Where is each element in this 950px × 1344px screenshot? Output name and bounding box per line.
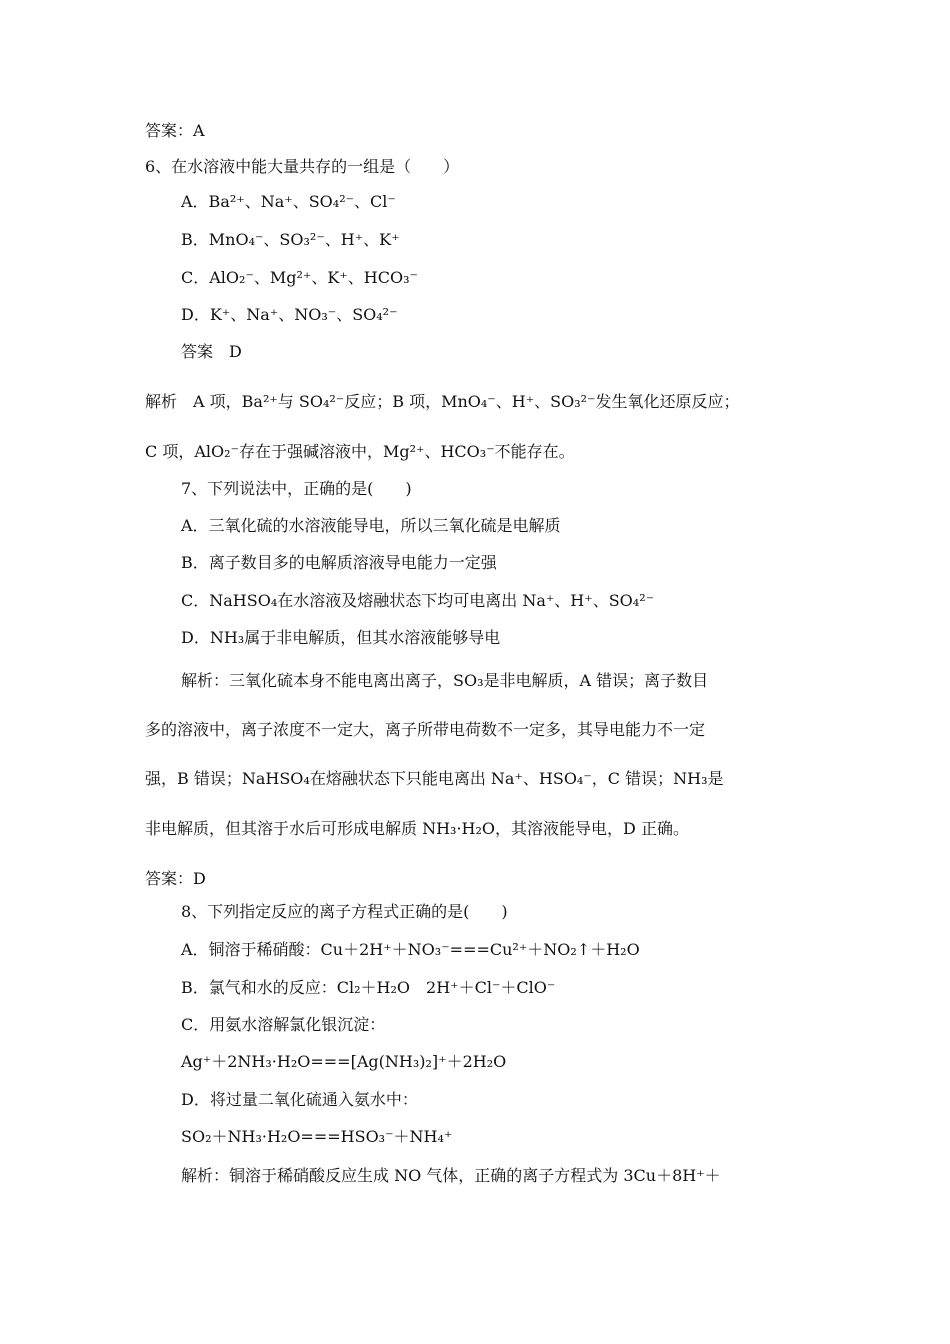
analysis-7-line-4: 非电解质，但其溶于水后可形成电解质 NH₃·H₂O，其溶液能导电，D 正确。 (145, 819, 689, 838)
question-7-option-b: B．离子数目多的电解质溶液导电能力一定强 (181, 553, 497, 572)
analysis-6-line-2: C 项，AlO₂⁻存在于强碱溶液中，Mg²⁺、HCO₃⁻不能存在。 (145, 442, 575, 461)
question-7-stem: 7、下列说法中，正确的是( ) (181, 479, 412, 498)
question-8-option-d: D．将过量二氧化硫通入氨水中： (181, 1090, 418, 1109)
question-7-option-a: A．三氧化硫的水溶液能导电，所以三氧化硫是电解质 (181, 516, 561, 535)
question-8-option-b: B．氯气和水的反应：Cl₂＋H₂O 2H⁺＋Cl⁻＋ClO⁻ (181, 978, 556, 997)
question-8-option-c-equation: Ag⁺＋2NH₃·H₂O===[Ag(NH₃)₂]⁺＋2H₂O (181, 1052, 507, 1071)
question-8-stem: 8、下列指定反应的离子方程式正确的是( ) (181, 902, 508, 921)
question-8-option-d-equation: SO₂＋NH₃·H₂O===HSO₃⁻＋NH₄⁺ (181, 1127, 453, 1146)
analysis-6-line-1: 解析 A 项，Ba²⁺与 SO₄²⁻反应；B 项，MnO₄⁻、H⁺、SO₃²⁻发生氧化还原反应； (145, 392, 740, 411)
question-6-option-a: A．Ba²⁺、Na⁺、SO₄²⁻、Cl⁻ (181, 192, 396, 211)
question-6-option-c: C．AlO₂⁻、Mg²⁺、K⁺、HCO₃⁻ (181, 268, 418, 287)
analysis-8-line-1: 解析：铜溶于稀硝酸反应生成 NO 气体，正确的离子方程式为 3Cu＋8H⁺＋ (181, 1166, 721, 1185)
question-7-option-d: D．NH₃属于非电解质，但其水溶液能够导电 (181, 628, 501, 647)
question-8-option-a: A．铜溶于稀硝酸：Cu＋2H⁺＋NO₃⁻===Cu²⁺＋NO₂↑＋H₂O (181, 940, 640, 959)
question-7-option-c: C．NaHSO₄在水溶液及熔融状态下均可电离出 Na⁺、H⁺、SO₄²⁻ (181, 591, 655, 610)
analysis-7-line-2: 多的溶液中，离子浓度不一定大，离子所带电荷数不一定多，其导电能力不一定 (145, 720, 706, 739)
question-6-stem: 6、在水溶液中能大量共存的一组是（ ） (145, 157, 460, 176)
question-8-option-c: C．用氨水溶解氯化银沉淀： (181, 1015, 386, 1034)
question-6-option-d: D．K⁺、Na⁺、NO₃⁻、SO₄²⁻ (181, 305, 398, 324)
answer-5: 答案：A (145, 121, 205, 140)
analysis-7-line-1: 解析：三氧化硫本身不能电离出离子，SO₃是非电解质，A 错误；离子数目 (181, 671, 709, 690)
analysis-7-line-3: 强，B 错误；NaHSO₄在熔融状态下只能电离出 Na⁺、HSO₄⁻，C 错误；NH₃是 (145, 769, 724, 788)
answer-6: 答案 D (181, 342, 242, 361)
question-6-option-b: B．MnO₄⁻、SO₃²⁻、H⁺、K⁺ (181, 230, 400, 249)
answer-7: 答案：D (145, 869, 206, 888)
